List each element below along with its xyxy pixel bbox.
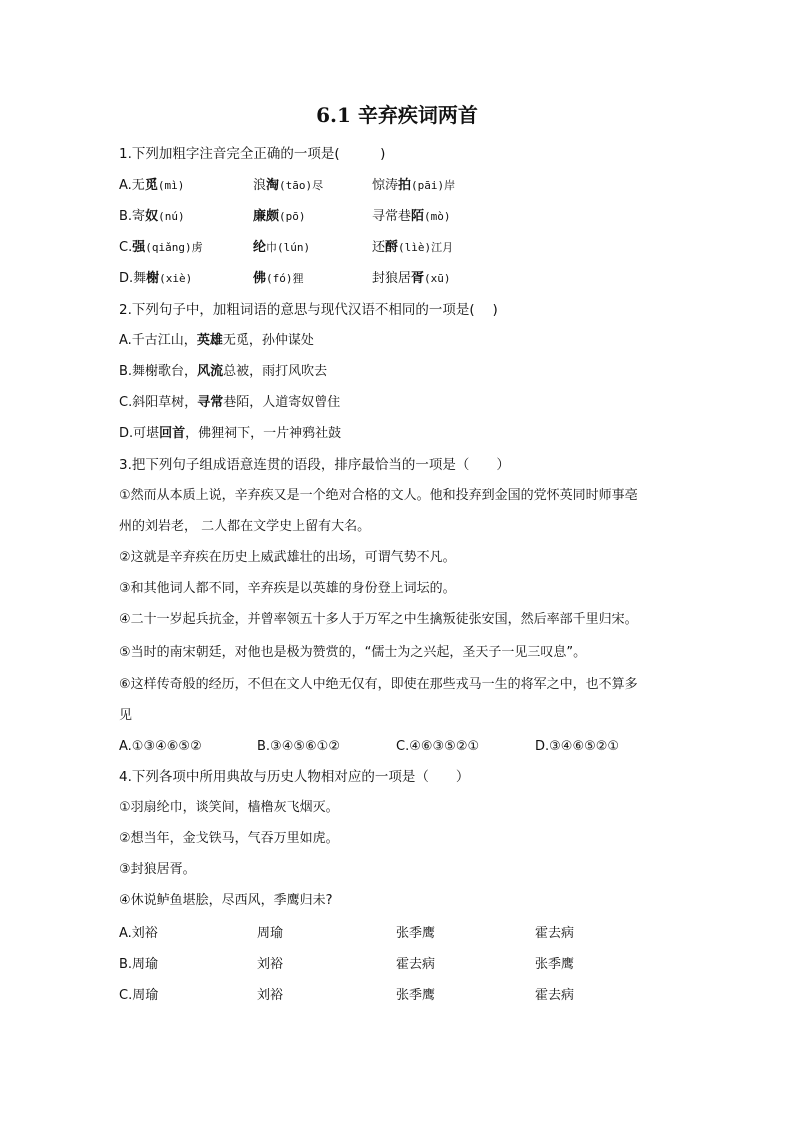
q1-option-a-2: 浪淘(tāo)尽	[253, 178, 324, 193]
q1-option-a-3: 惊涛拍(pāi)岸	[372, 178, 456, 193]
q1-option-c-1: C.强(qiǎng)虏	[119, 240, 203, 255]
q2-option-a: A.千古江山，英雄无觅，孙仲谋处	[119, 333, 314, 348]
q3-choice-c: C.④⑥③⑤②①	[396, 739, 480, 754]
q4-line-4: ④休说鲈鱼堪脍，尽西风，季鹰归未?	[119, 893, 333, 908]
q3-sentence-3: ③和其他词人都不同，辛弃疾是以英雄的身份登上词坛的。	[119, 581, 456, 596]
q4-option-b-2: 刘裕	[257, 957, 284, 972]
q4-option-c-2: 刘裕	[257, 988, 284, 1003]
q3-sentence-6: ⑥这样传奇般的经历，不但在文人中绝无仅有，即使在那些戎马一生的将军之中，也不算多	[119, 677, 638, 692]
q3-sentence-6-cont: 见	[119, 708, 133, 723]
q1-option-b-1: B.寄奴(nú)	[119, 209, 185, 224]
q4-option-a-3: 张季鹰	[396, 926, 436, 941]
q1-option-b-3: 寻常巷陌(mò)	[372, 209, 451, 224]
q4-option-c-1: C.周瑜	[119, 988, 159, 1003]
q1-option-d-2: 佛(fó)狸	[253, 271, 304, 286]
q1-option-d-1: D.舞榭(xiè)	[119, 271, 193, 286]
q1-option-a-1: A.无觅(mì)	[119, 178, 185, 193]
q4-option-c-4: 霍去病	[535, 988, 575, 1003]
q2-option-b: B.舞榭歌台，风流总被，雨打风吹去	[119, 364, 328, 379]
question-3-stem: 3.把下列句子组成语意连贯的语段，排序最恰当的一项是（ ）	[119, 457, 510, 473]
q3-sentence-4: ④二十一岁起兵抗金，并曾率领五十多人于万军之中生擒叛徒张安国，然后率部千里归宋。	[119, 612, 638, 627]
q2-option-c: C.斜阳草树，寻常巷陌，人道寄奴曾住	[119, 395, 341, 410]
q3-choice-d: D.③④⑥⑤②①	[535, 739, 620, 754]
question-1-stem: 1.下列加粗字注音完全正确的一项是( )	[119, 146, 386, 162]
q4-option-b-4: 张季鹰	[535, 957, 575, 972]
q1-option-d-3: 封狼居胥(xū)	[372, 271, 451, 286]
q4-option-a-1: A.刘裕	[119, 926, 158, 941]
q4-line-2: ②想当年，金戈铁马，气吞万里如虎。	[119, 831, 339, 846]
q4-option-c-3: 张季鹰	[396, 988, 436, 1003]
q4-option-b-1: B.周瑜	[119, 957, 159, 972]
q4-line-1: ①羽扇纶巾，谈笑间，樯橹灰飞烟灭。	[119, 800, 339, 815]
q2-option-d: D.可堪回首，佛狸祠下，一片神鸦社鼓	[119, 426, 342, 441]
q4-line-3: ③封狼居胥。	[119, 862, 196, 877]
page-title: 6.1 辛弃疾词两首	[316, 103, 478, 127]
q3-sentence-2: ②这就是辛弃疾在历史上威武雄壮的出场，可谓气势不凡。	[119, 550, 456, 565]
q3-sentence-5: ⑤当时的南宋朝廷，对他也是极为赞赏的，“儒士为之兴起，圣天子一见三叹息”。	[119, 645, 587, 660]
question-4-stem: 4.下列各项中所用典故与历史人物相对应的一项是（ ）	[119, 769, 470, 785]
q1-option-c-2: 纶巾(lún)	[253, 240, 311, 255]
q1-option-b-2: 廉颇(pō)	[253, 209, 306, 224]
q4-option-a-2: 周瑜	[257, 926, 284, 941]
q3-choice-b: B.③④⑤⑥①②	[257, 739, 340, 754]
question-2-stem: 2.下列句子中，加粗词语的意思与现代汉语不相同的一项是( )	[119, 302, 498, 318]
q4-option-a-4: 霍去病	[535, 926, 575, 941]
q1-option-c-3: 还酹(lìè)江月	[372, 240, 454, 255]
q3-sentence-1-cont: 州的刘岩老， 二人都在文学史上留有大名。	[119, 519, 371, 534]
q3-sentence-1: ①然而从本质上说，辛弃疾又是一个绝对合格的文人。他和投弃到金国的党怀英同时师事亳	[119, 488, 638, 503]
q3-choice-a: A.①③④⑥⑤②	[119, 739, 202, 754]
q4-option-b-3: 霍去病	[396, 957, 436, 972]
